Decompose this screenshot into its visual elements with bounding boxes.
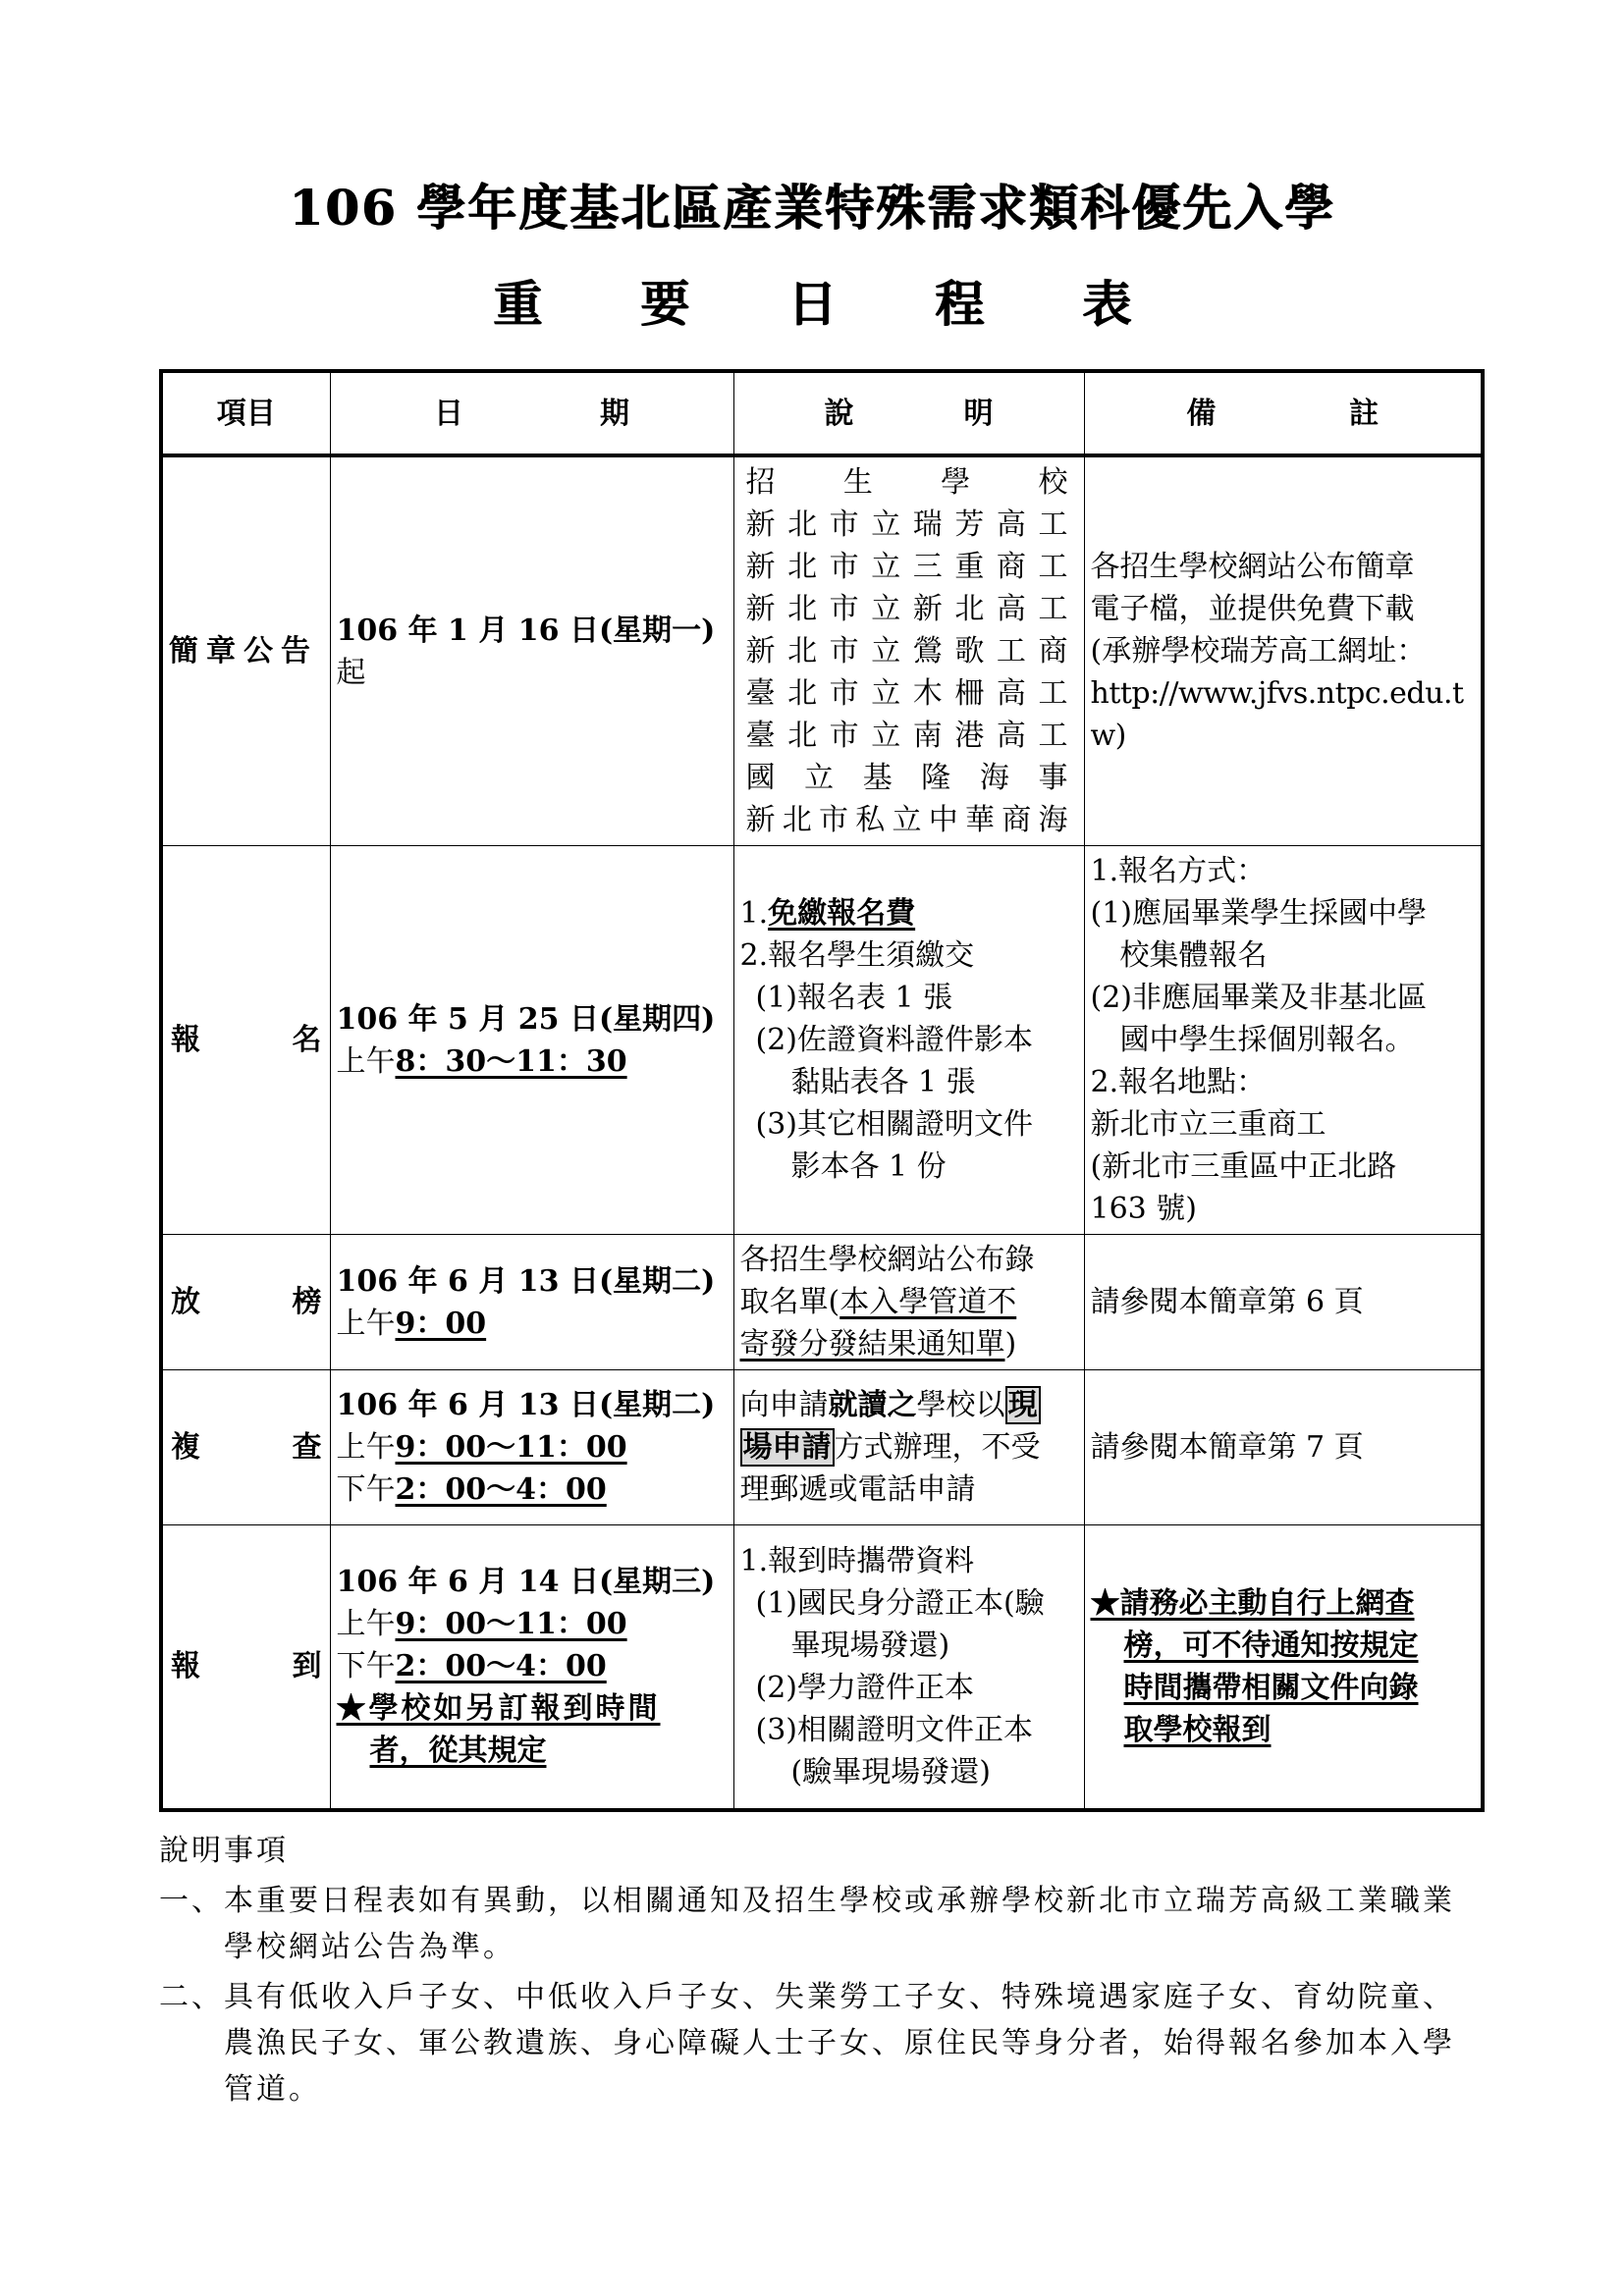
highlight-box: 現: [1005, 1386, 1041, 1424]
table-header-row: [161, 371, 1483, 455]
row-item-label: 簡章公告: [161, 455, 330, 846]
row-date: 106 年 6 月 13 日(星期二) 上午9：00～11：00 下午2：00～4：00: [330, 1370, 733, 1525]
notes-heading: 說明事項: [159, 1834, 289, 1868]
row-item-text: 複 查: [171, 1430, 322, 1465]
notes-section: [159, 1828, 1481, 2112]
row-remarks: ★請務必主動自行上網查 榜，可不待通知按規定 時間攜帶相關文件向錄 取學校報到: [1084, 1525, 1483, 1810]
schedule-table: [159, 369, 1485, 1812]
note-item: 二、具有低收入戶子女、中低收入戶子女、失業勞工子女、特殊境遇家庭子女、育幼院童、農漁民子女、軍公教遺族、身心障礙人士子女、原住民等身分者，始得報名參加本入學管道。: [159, 1980, 1455, 2107]
row-remarks: 請參閱本簡章第 6 頁: [1084, 1235, 1483, 1370]
row-description: 各招生學校網站公布錄 取名單(本入學管道不 寄發分發結果通知單): [733, 1235, 1084, 1370]
row-remarks: 各招生學校網站公布簡章 電子檔，並提供免費下載 (承辦學校瑞芳高工網址： http://www.jfvs.ntpc.edu.tw): [1084, 455, 1483, 846]
table-row: [161, 455, 1483, 846]
row-date: 106 年 1 月 16 日(星期一) 起: [330, 455, 733, 846]
row-description: [733, 455, 1084, 846]
header-remarks: [1084, 371, 1483, 455]
row-item-text: 放 榜: [171, 1285, 322, 1319]
row-remarks: 請參閱本簡章第 7 頁: [1084, 1370, 1483, 1525]
table-row: [161, 846, 1483, 1235]
highlight-box: 場申請: [740, 1428, 835, 1467]
header-date-label: 日 期: [434, 396, 629, 431]
school-name: 新 北 市 立 瑞 芳 高 工: [745, 507, 1072, 542]
header-date: [330, 371, 733, 455]
header-description: [733, 371, 1084, 455]
table-row: [161, 1525, 1483, 1810]
row-item-label: [161, 1525, 330, 1810]
table-row: [161, 1235, 1483, 1370]
document-subtitle: 重要日程表: [493, 275, 1229, 333]
row-date: 106 年 6 月 14 日(星期三) 上午9：00～11：00 下午2：00～4：00 ★學校如另訂報到時間 者，從其規定: [330, 1525, 733, 1810]
row-description: 1.免繳報名費 2.報名學生須繳交 (1)報名表 1 張 (2)佐證資料證件影本 黏貼表各 1 張 (3)其它相關證明文件 影本各 1 份: [733, 846, 1084, 1235]
row-item-text: 報 名: [171, 1023, 322, 1057]
row-date: 106 年 5 月 25 日(星期四) 上午8：30～11：30: [330, 846, 733, 1235]
school-name: 新 北 市 立 三 重 商 工: [745, 550, 1072, 584]
row-item-label: [161, 1370, 330, 1525]
document-title: 106 學年度基北區產業特殊需求類科優先入學: [289, 179, 1335, 237]
school-name: 新 北 市 私 立 中 華 商 海: [745, 803, 1072, 837]
row-item-label: [161, 1235, 330, 1370]
school-name: 新 北 市 立 新 北 高 工: [745, 592, 1072, 626]
row-date: 106 年 6 月 13 日(星期二) 上午9：00: [330, 1235, 733, 1370]
table-row: [161, 1370, 1483, 1525]
row-item-label: [161, 846, 330, 1235]
row-description: 1.報到時攜帶資料 (1)國民身分證正本(驗 畢現場發還) (2)學力證件正本 (3)相關證明文件正本 (驗畢現場發還): [733, 1525, 1084, 1810]
header-remarks-label: 備 註: [1186, 396, 1380, 431]
row-item-text: 報 到: [171, 1649, 322, 1684]
school-name: 臺 北 市 立 南 港 高 工: [745, 719, 1072, 753]
school-name: 臺 北 市 立 木 柵 高 工: [745, 676, 1072, 711]
school-name: 國 立 基 隆 海 事: [745, 761, 1072, 795]
school-name: 新 北 市 立 鶯 歌 工 商: [745, 634, 1072, 668]
row-description: 向申請就讀之學校以 現 場申請 方式辦理，不受 理郵遞或電話申請: [733, 1370, 1084, 1525]
row-remarks: 1.報名方式： (1)應屆畢業學生採國中學 校集體報名 (2)非應屆畢業及非基北區 國中學生採個別報名。 2.報名地點： 新北市立三重商工 (新北市三重區中正北路 163 號): [1084, 846, 1483, 1235]
schools-heading-text: 招 生 學 校: [745, 465, 1072, 500]
header-description-label: 說 明: [824, 396, 994, 431]
schools-list: [740, 504, 1078, 841]
note-item: 一、本重要日程表如有異動，以相關通知及招生學校或承辦學校新北市立瑞芳高級工業職業學校網站公告為準。: [159, 1884, 1455, 1964]
header-item: 項目: [161, 371, 330, 455]
